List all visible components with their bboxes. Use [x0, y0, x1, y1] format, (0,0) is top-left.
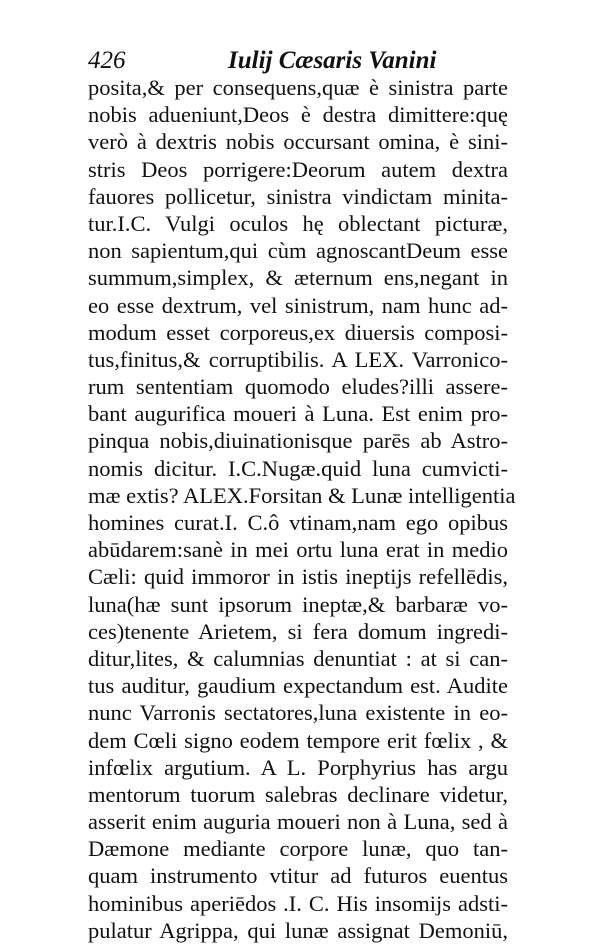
text-line: verò à dextris nobis occursant omina, è sini-: [88, 129, 508, 155]
text-line: nunc Varronis sectatores,luna existente in eo-: [88, 700, 508, 726]
text-line: bant augurifica moueri à Luna. Est enim pro-: [88, 401, 508, 427]
text-line: dem Cœli signo eodem tempore erit fœlix , &: [88, 727, 508, 753]
text-line: Dæmone mediante corpore lunæ, quo tan-: [88, 836, 508, 862]
text-line: Cæli: quid immoror in istis ineptijs refellēdis,: [88, 564, 508, 590]
text-line: tur.I.C. Vulgi oculos hę oblectant picturæ,: [88, 210, 508, 236]
text-line: infœlix argutium. A L. Porphyrius has argu: [88, 754, 508, 780]
page-header: [88, 44, 508, 78]
text-line: rum sententiam quomodo eludes?illi assere-: [88, 374, 508, 400]
text-line: mæ extis? ALEX.Forsitan & Lunæ intelligentia: [88, 482, 516, 508]
text-line: eo esse dextrum, vel sinistrum, nam hunc ad-: [88, 292, 508, 318]
text-line: abūdarem:sanè in mei ortu luna erat in medio: [88, 537, 508, 563]
text-line: fauores pollicetur, sinistra vindictam minita-: [88, 183, 508, 209]
text-line: summum,simplex, & æternum ens,negant in: [88, 265, 508, 291]
text-line: homines curat.I. C.ô vtinam,nam ego opibus: [88, 510, 508, 535]
text-line: pinqua nobis,diuinationisque parēs ab Astro-: [88, 428, 508, 454]
text-line: hominibus aperiēdos .I. C. His insomijs adsti-: [88, 890, 508, 916]
text-line: nobis adueniunt,Deos è destra dimittere:quę: [88, 102, 508, 128]
text-line: nomis dicitur. I.C.Nugæ.quid luna cumvicti-: [88, 455, 508, 481]
text-line: non sapientum,qui cùm agnoscantDeum esse: [88, 238, 508, 264]
text-line: tus,finitus,& corruptibilis. A LEX. Varronico-: [88, 346, 508, 372]
text-line: stris Deos porrigere:Deorum autem dextra: [88, 156, 508, 182]
text-line: luna(hæ sunt ipsorum ineptæ,& barbaræ vo-: [88, 591, 508, 617]
text-line: pulatur Agrippa, qui lunæ assignat Demoniū,: [88, 917, 508, 943]
running-head: Iulij Cæsaris Vanini: [228, 47, 437, 74]
text-line: ces)tenente Arietem, si fera domum ingredi-: [88, 618, 508, 644]
text-line: asserit enim auguria moueri non à Luna, sed à: [88, 809, 508, 835]
text-line: tus auditur, gaudium expectandum est. Audite: [88, 673, 508, 699]
page-number: 426: [88, 47, 126, 74]
text-line: ditur,lites, & calumnias denuntiat : at si can-: [88, 645, 508, 671]
text-line: modum esset corporeus,ex diuersis composi-: [88, 319, 508, 345]
text-line: mentorum tuorum salebras declinare videtur,: [88, 781, 508, 807]
text-line: posita,& per consequens,quæ è sinistra parte: [88, 75, 508, 100]
body-text: [88, 74, 516, 944]
text-line: quam instrumento vtitur ad futuros euentus: [88, 863, 508, 889]
